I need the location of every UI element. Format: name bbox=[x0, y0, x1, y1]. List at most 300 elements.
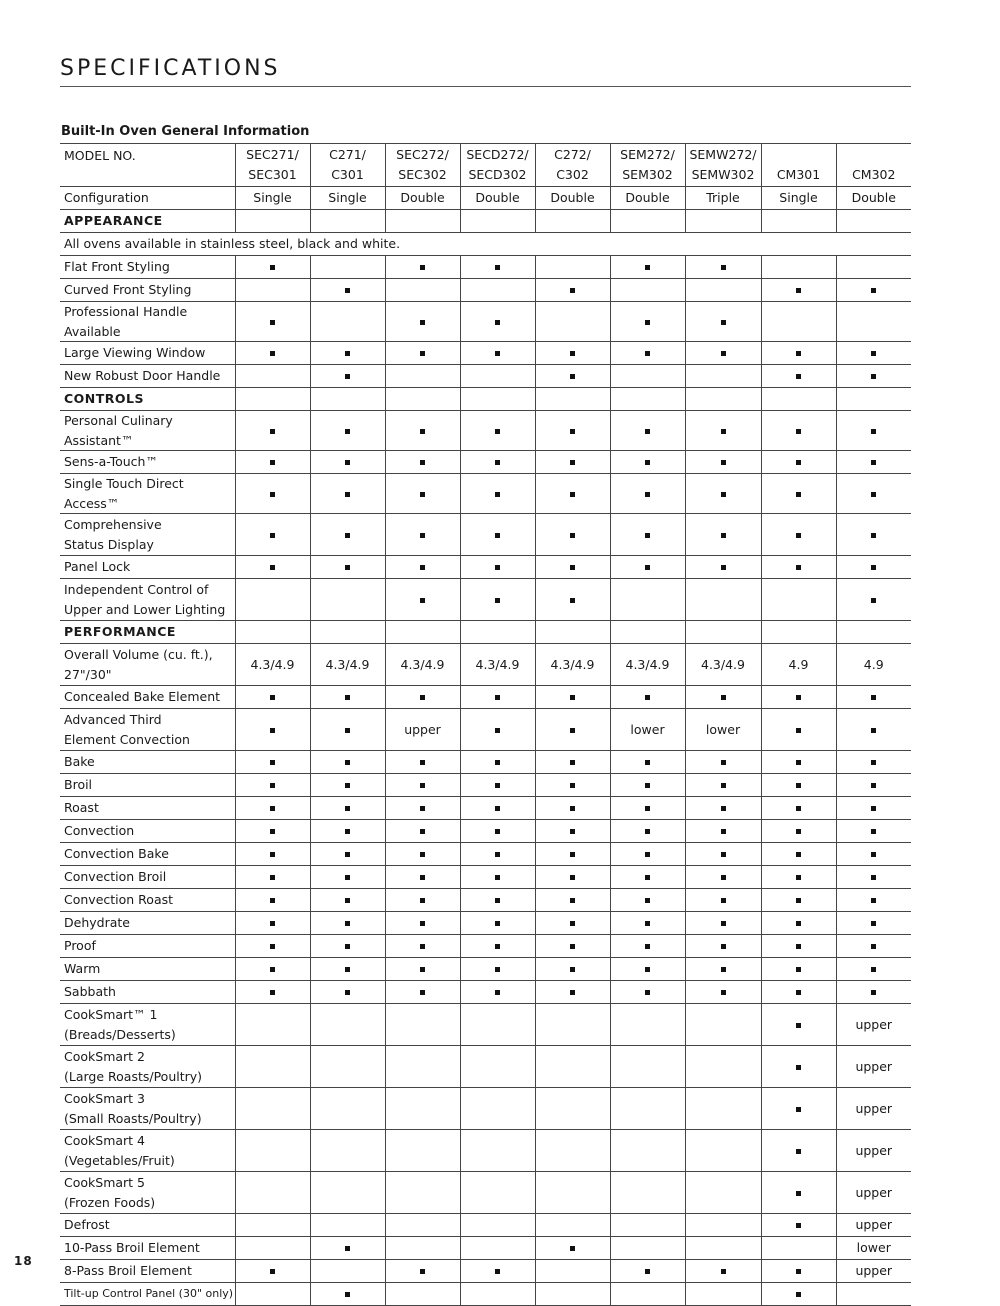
square-bullet-icon bbox=[345, 429, 350, 434]
square-bullet-icon bbox=[495, 598, 500, 603]
empty-cell bbox=[836, 621, 911, 644]
feature-bullet-cell bbox=[460, 451, 535, 474]
feature-bullet-cell bbox=[610, 774, 685, 797]
square-bullet-icon bbox=[345, 695, 350, 700]
square-bullet-icon bbox=[495, 460, 500, 465]
feature-bullet-cell bbox=[836, 958, 911, 981]
value-cell: 4.3/4.9 bbox=[685, 644, 761, 686]
feature-label bbox=[60, 514, 235, 556]
feature-bullet-cell bbox=[836, 279, 911, 302]
feature-bullet-cell bbox=[761, 866, 836, 889]
feature-bullet-cell bbox=[836, 474, 911, 514]
empty-cell bbox=[235, 210, 310, 233]
table-row bbox=[60, 302, 911, 342]
feature-label bbox=[60, 981, 235, 1004]
table-row bbox=[60, 935, 911, 958]
feature-bullet-cell bbox=[761, 1214, 836, 1237]
feature-bullet-cell bbox=[310, 709, 385, 751]
feature-label-line1: Overall Volume (cu. ft.), bbox=[64, 647, 213, 662]
square-bullet-icon bbox=[721, 460, 726, 465]
square-bullet-icon bbox=[645, 852, 650, 857]
square-bullet-icon bbox=[495, 875, 500, 880]
empty-cell bbox=[761, 256, 836, 279]
square-bullet-icon bbox=[270, 351, 275, 356]
square-bullet-icon bbox=[721, 990, 726, 995]
feature-bullet-cell bbox=[610, 958, 685, 981]
feature-bullet-cell bbox=[685, 451, 761, 474]
empty-cell bbox=[310, 1172, 385, 1214]
square-bullet-icon bbox=[871, 492, 876, 497]
feature-bullet-cell bbox=[385, 935, 460, 958]
square-bullet-icon bbox=[645, 898, 650, 903]
square-bullet-icon bbox=[721, 1269, 726, 1274]
square-bullet-icon bbox=[270, 875, 275, 880]
square-bullet-icon bbox=[796, 967, 801, 972]
feature-bullet-cell bbox=[460, 774, 535, 797]
value-cell: 4.9 bbox=[761, 644, 836, 686]
empty-cell bbox=[685, 1283, 761, 1306]
feature-bullet-cell bbox=[310, 474, 385, 514]
model-name-line1: SEC272/ bbox=[396, 147, 449, 162]
feature-label bbox=[60, 709, 235, 751]
value-cell: Single bbox=[235, 187, 310, 210]
feature-label-line1: Warm bbox=[64, 961, 101, 977]
feature-label-line1: CookSmart 4 bbox=[64, 1133, 145, 1148]
feature-bullet-cell bbox=[761, 709, 836, 751]
empty-cell bbox=[836, 388, 911, 411]
feature-bullet-cell bbox=[685, 843, 761, 866]
section-heading: PERFORMANCE bbox=[60, 621, 235, 644]
table-row bbox=[60, 866, 911, 889]
section-heading: CONTROLS bbox=[60, 388, 235, 411]
feature-label-line1: Proof bbox=[64, 938, 96, 954]
square-bullet-icon bbox=[420, 265, 425, 270]
empty-cell bbox=[460, 279, 535, 302]
empty-cell bbox=[385, 1283, 460, 1306]
square-bullet-icon bbox=[796, 806, 801, 811]
feature-bullet-cell bbox=[610, 556, 685, 579]
value-cell: Double bbox=[385, 187, 460, 210]
empty-cell bbox=[610, 279, 685, 302]
square-bullet-icon bbox=[495, 898, 500, 903]
table-row bbox=[60, 1088, 911, 1130]
square-bullet-icon bbox=[796, 460, 801, 465]
feature-bullet-cell bbox=[235, 302, 310, 342]
feature-bullet-cell bbox=[310, 866, 385, 889]
empty-cell bbox=[535, 1260, 610, 1283]
table-row bbox=[60, 279, 911, 302]
square-bullet-icon bbox=[645, 695, 650, 700]
feature-bullet-cell bbox=[535, 709, 610, 751]
square-bullet-icon bbox=[420, 1269, 425, 1274]
value-cell: 4.3/4.9 bbox=[310, 644, 385, 686]
square-bullet-icon bbox=[495, 967, 500, 972]
square-bullet-icon bbox=[871, 533, 876, 538]
empty-cell bbox=[385, 1237, 460, 1260]
square-bullet-icon bbox=[345, 921, 350, 926]
feature-bullet-cell bbox=[685, 958, 761, 981]
value-cell: lower bbox=[685, 709, 761, 751]
feature-bullet-cell bbox=[535, 579, 610, 621]
square-bullet-icon bbox=[721, 265, 726, 270]
feature-bullet-cell bbox=[535, 981, 610, 1004]
square-bullet-icon bbox=[345, 944, 350, 949]
feature-bullet-cell bbox=[535, 889, 610, 912]
feature-label-line2: Status Display bbox=[64, 536, 154, 552]
feature-bullet-cell bbox=[535, 820, 610, 843]
square-bullet-icon bbox=[645, 533, 650, 538]
feature-bullet-cell bbox=[836, 451, 911, 474]
square-bullet-icon bbox=[871, 944, 876, 949]
value-cell: upper bbox=[385, 709, 460, 751]
square-bullet-icon bbox=[796, 288, 801, 293]
square-bullet-icon bbox=[645, 351, 650, 356]
table-row bbox=[60, 1004, 911, 1046]
empty-cell bbox=[385, 388, 460, 411]
square-bullet-icon bbox=[645, 460, 650, 465]
square-bullet-icon bbox=[871, 728, 876, 733]
feature-label bbox=[60, 365, 235, 388]
square-bullet-icon bbox=[721, 320, 726, 325]
square-bullet-icon bbox=[345, 533, 350, 538]
table-row bbox=[60, 751, 911, 774]
feature-label bbox=[60, 474, 235, 514]
square-bullet-icon bbox=[721, 695, 726, 700]
empty-cell bbox=[685, 365, 761, 388]
empty-cell bbox=[685, 210, 761, 233]
value-cell: Triple bbox=[685, 187, 761, 210]
square-bullet-icon bbox=[721, 783, 726, 788]
square-bullet-icon bbox=[871, 695, 876, 700]
feature-bullet-cell bbox=[310, 342, 385, 365]
value-cell: 4.3/4.9 bbox=[385, 644, 460, 686]
empty-cell bbox=[310, 388, 385, 411]
square-bullet-icon bbox=[645, 967, 650, 972]
square-bullet-icon bbox=[345, 967, 350, 972]
value-cell: lower bbox=[610, 709, 685, 751]
feature-bullet-cell bbox=[535, 451, 610, 474]
empty-cell bbox=[460, 388, 535, 411]
feature-label bbox=[60, 1088, 235, 1130]
feature-label-line2: Element Convection bbox=[64, 731, 190, 747]
table-row bbox=[60, 981, 911, 1004]
feature-label bbox=[60, 187, 235, 210]
table-row bbox=[60, 889, 911, 912]
model-header bbox=[836, 144, 911, 187]
feature-bullet-cell bbox=[460, 843, 535, 866]
feature-bullet-cell bbox=[761, 751, 836, 774]
feature-bullet-cell bbox=[610, 256, 685, 279]
empty-cell bbox=[761, 388, 836, 411]
value-cell: Double bbox=[460, 187, 535, 210]
feature-bullet-cell bbox=[535, 474, 610, 514]
square-bullet-icon bbox=[796, 990, 801, 995]
empty-cell bbox=[535, 1046, 610, 1088]
square-bullet-icon bbox=[270, 898, 275, 903]
square-bullet-icon bbox=[570, 944, 575, 949]
feature-bullet-cell bbox=[610, 751, 685, 774]
square-bullet-icon bbox=[420, 967, 425, 972]
model-header bbox=[610, 144, 685, 187]
feature-bullet-cell bbox=[235, 981, 310, 1004]
section-row bbox=[60, 621, 911, 644]
spec-table bbox=[60, 143, 911, 1306]
square-bullet-icon bbox=[345, 492, 350, 497]
feature-bullet-cell bbox=[385, 774, 460, 797]
feature-label bbox=[60, 302, 235, 342]
feature-label bbox=[60, 774, 235, 797]
feature-label-line2: (Frozen Foods) bbox=[64, 1194, 156, 1210]
feature-bullet-cell bbox=[836, 866, 911, 889]
square-bullet-icon bbox=[345, 760, 350, 765]
square-bullet-icon bbox=[495, 921, 500, 926]
empty-cell bbox=[685, 1172, 761, 1214]
feature-bullet-cell bbox=[836, 935, 911, 958]
empty-cell bbox=[460, 1088, 535, 1130]
empty-cell bbox=[685, 388, 761, 411]
table-row bbox=[60, 411, 911, 451]
model-name-line2: CM302 bbox=[852, 166, 896, 182]
empty-cell bbox=[610, 1214, 685, 1237]
square-bullet-icon bbox=[796, 921, 801, 926]
value-cell: 4.3/4.9 bbox=[460, 644, 535, 686]
feature-bullet-cell bbox=[685, 797, 761, 820]
feature-label bbox=[60, 1237, 235, 1260]
model-name-line2: SEC301 bbox=[248, 166, 297, 182]
feature-bullet-cell bbox=[310, 912, 385, 935]
square-bullet-icon bbox=[871, 967, 876, 972]
square-bullet-icon bbox=[796, 783, 801, 788]
feature-label-line1: Dehydrate bbox=[64, 915, 130, 931]
empty-cell bbox=[535, 1283, 610, 1306]
model-name-line1: SEM272/ bbox=[620, 147, 675, 162]
feature-bullet-cell bbox=[460, 889, 535, 912]
feature-label-line1: Comprehensive bbox=[64, 517, 162, 532]
empty-cell bbox=[235, 1004, 310, 1046]
model-name-line2: CM301 bbox=[776, 166, 821, 182]
empty-cell bbox=[610, 1130, 685, 1172]
feature-bullet-cell bbox=[761, 1088, 836, 1130]
square-bullet-icon bbox=[796, 728, 801, 733]
square-bullet-icon bbox=[871, 565, 876, 570]
square-bullet-icon bbox=[796, 1292, 801, 1297]
empty-cell bbox=[310, 1004, 385, 1046]
square-bullet-icon bbox=[796, 1223, 801, 1228]
empty-cell bbox=[460, 1172, 535, 1214]
feature-bullet-cell bbox=[310, 279, 385, 302]
feature-label-line1: Convection bbox=[64, 823, 135, 839]
square-bullet-icon bbox=[796, 533, 801, 538]
square-bullet-icon bbox=[345, 990, 350, 995]
square-bullet-icon bbox=[420, 460, 425, 465]
square-bullet-icon bbox=[570, 533, 575, 538]
feature-bullet-cell bbox=[235, 556, 310, 579]
feature-bullet-cell bbox=[761, 843, 836, 866]
table-title: Built-In Oven General Information bbox=[61, 124, 310, 139]
empty-cell bbox=[610, 1088, 685, 1130]
feature-bullet-cell bbox=[761, 1172, 836, 1214]
empty-cell bbox=[610, 1004, 685, 1046]
empty-cell bbox=[610, 1283, 685, 1306]
feature-bullet-cell bbox=[385, 958, 460, 981]
feature-bullet-cell bbox=[836, 365, 911, 388]
feature-bullet-cell bbox=[836, 912, 911, 935]
feature-bullet-cell bbox=[610, 1260, 685, 1283]
feature-bullet-cell bbox=[460, 686, 535, 709]
feature-bullet-cell bbox=[310, 843, 385, 866]
square-bullet-icon bbox=[420, 783, 425, 788]
square-bullet-icon bbox=[345, 565, 350, 570]
square-bullet-icon bbox=[570, 695, 575, 700]
feature-bullet-cell bbox=[761, 1046, 836, 1088]
feature-label-line2: (Large Roasts/Poultry) bbox=[64, 1068, 203, 1084]
feature-bullet-cell bbox=[460, 302, 535, 342]
empty-cell bbox=[610, 210, 685, 233]
square-bullet-icon bbox=[495, 760, 500, 765]
empty-cell bbox=[385, 1214, 460, 1237]
square-bullet-icon bbox=[270, 429, 275, 434]
square-bullet-icon bbox=[871, 760, 876, 765]
square-bullet-icon bbox=[345, 288, 350, 293]
feature-label-line2: (Vegetables/Fruit) bbox=[64, 1152, 175, 1168]
spec-table-body bbox=[60, 144, 911, 1306]
table-row bbox=[60, 820, 911, 843]
square-bullet-icon bbox=[420, 921, 425, 926]
square-bullet-icon bbox=[570, 492, 575, 497]
square-bullet-icon bbox=[871, 460, 876, 465]
square-bullet-icon bbox=[796, 1269, 801, 1274]
empty-cell bbox=[761, 210, 836, 233]
empty-cell bbox=[310, 210, 385, 233]
empty-cell bbox=[836, 210, 911, 233]
feature-bullet-cell bbox=[235, 774, 310, 797]
feature-bullet-cell bbox=[385, 889, 460, 912]
empty-cell bbox=[310, 256, 385, 279]
square-bullet-icon bbox=[645, 783, 650, 788]
table-row bbox=[60, 474, 911, 514]
feature-bullet-cell bbox=[535, 365, 610, 388]
feature-label-line1: Advanced Third bbox=[64, 712, 162, 727]
square-bullet-icon bbox=[721, 898, 726, 903]
feature-bullet-cell bbox=[310, 514, 385, 556]
empty-cell bbox=[610, 388, 685, 411]
square-bullet-icon bbox=[721, 944, 726, 949]
table-row bbox=[60, 644, 911, 686]
empty-cell bbox=[460, 1130, 535, 1172]
feature-label bbox=[60, 342, 235, 365]
table-row bbox=[60, 1130, 911, 1172]
square-bullet-icon bbox=[645, 990, 650, 995]
empty-cell bbox=[385, 1004, 460, 1046]
value-cell: upper bbox=[836, 1046, 911, 1088]
feature-bullet-cell bbox=[761, 514, 836, 556]
square-bullet-icon bbox=[871, 990, 876, 995]
feature-bullet-cell bbox=[385, 411, 460, 451]
feature-bullet-cell bbox=[385, 981, 460, 1004]
feature-bullet-cell bbox=[836, 774, 911, 797]
square-bullet-icon bbox=[645, 565, 650, 570]
feature-bullet-cell bbox=[460, 820, 535, 843]
feature-label bbox=[60, 411, 235, 451]
model-header bbox=[460, 144, 535, 187]
empty-cell bbox=[385, 365, 460, 388]
feature-bullet-cell bbox=[610, 889, 685, 912]
square-bullet-icon bbox=[871, 806, 876, 811]
feature-bullet-cell bbox=[761, 797, 836, 820]
feature-label bbox=[60, 866, 235, 889]
value-cell: lower bbox=[836, 1237, 911, 1260]
feature-bullet-cell bbox=[460, 912, 535, 935]
value-cell: 4.9 bbox=[836, 644, 911, 686]
square-bullet-icon bbox=[721, 967, 726, 972]
empty-cell bbox=[385, 621, 460, 644]
feature-bullet-cell bbox=[460, 514, 535, 556]
feature-label-line1: Sabbath bbox=[64, 984, 116, 1000]
feature-bullet-cell bbox=[235, 686, 310, 709]
model-name-line1: C272/ bbox=[554, 147, 591, 162]
feature-bullet-cell bbox=[685, 774, 761, 797]
empty-cell bbox=[235, 1237, 310, 1260]
feature-bullet-cell bbox=[385, 797, 460, 820]
square-bullet-icon bbox=[721, 806, 726, 811]
square-bullet-icon bbox=[345, 1292, 350, 1297]
feature-bullet-cell bbox=[610, 451, 685, 474]
empty-cell bbox=[460, 1004, 535, 1046]
square-bullet-icon bbox=[345, 898, 350, 903]
table-row bbox=[60, 797, 911, 820]
title-divider bbox=[60, 86, 911, 87]
model-name-line1: C271/ bbox=[329, 147, 366, 162]
square-bullet-icon bbox=[645, 875, 650, 880]
feature-bullet-cell bbox=[836, 751, 911, 774]
square-bullet-icon bbox=[495, 829, 500, 834]
feature-bullet-cell bbox=[685, 686, 761, 709]
empty-cell bbox=[685, 1214, 761, 1237]
feature-label-line1: Tilt-up Control Panel (30" only) bbox=[64, 1287, 234, 1301]
feature-label bbox=[60, 820, 235, 843]
square-bullet-icon bbox=[570, 806, 575, 811]
feature-bullet-cell bbox=[610, 797, 685, 820]
table-row bbox=[60, 451, 911, 474]
feature-bullet-cell bbox=[610, 514, 685, 556]
square-bullet-icon bbox=[570, 921, 575, 926]
square-bullet-icon bbox=[721, 852, 726, 857]
empty-cell bbox=[685, 1046, 761, 1088]
table-row bbox=[60, 1237, 911, 1260]
table-row bbox=[60, 342, 911, 365]
model-name-line2: SEMW302 bbox=[691, 166, 755, 182]
feature-bullet-cell bbox=[235, 935, 310, 958]
feature-bullet-cell bbox=[535, 958, 610, 981]
feature-bullet-cell bbox=[685, 411, 761, 451]
empty-cell bbox=[685, 279, 761, 302]
empty-cell bbox=[310, 1088, 385, 1130]
empty-cell bbox=[685, 1130, 761, 1172]
feature-label-line2: (Breads/Desserts) bbox=[64, 1026, 176, 1042]
table-row bbox=[60, 774, 911, 797]
feature-bullet-cell bbox=[310, 889, 385, 912]
square-bullet-icon bbox=[871, 598, 876, 603]
square-bullet-icon bbox=[420, 533, 425, 538]
feature-bullet-cell bbox=[836, 411, 911, 451]
feature-label-line1: Concealed Bake Element bbox=[64, 689, 221, 705]
square-bullet-icon bbox=[420, 944, 425, 949]
feature-bullet-cell bbox=[460, 474, 535, 514]
square-bullet-icon bbox=[871, 374, 876, 379]
feature-bullet-cell bbox=[535, 686, 610, 709]
value-cell: 4.3/4.9 bbox=[535, 644, 610, 686]
value-cell: upper bbox=[836, 1088, 911, 1130]
